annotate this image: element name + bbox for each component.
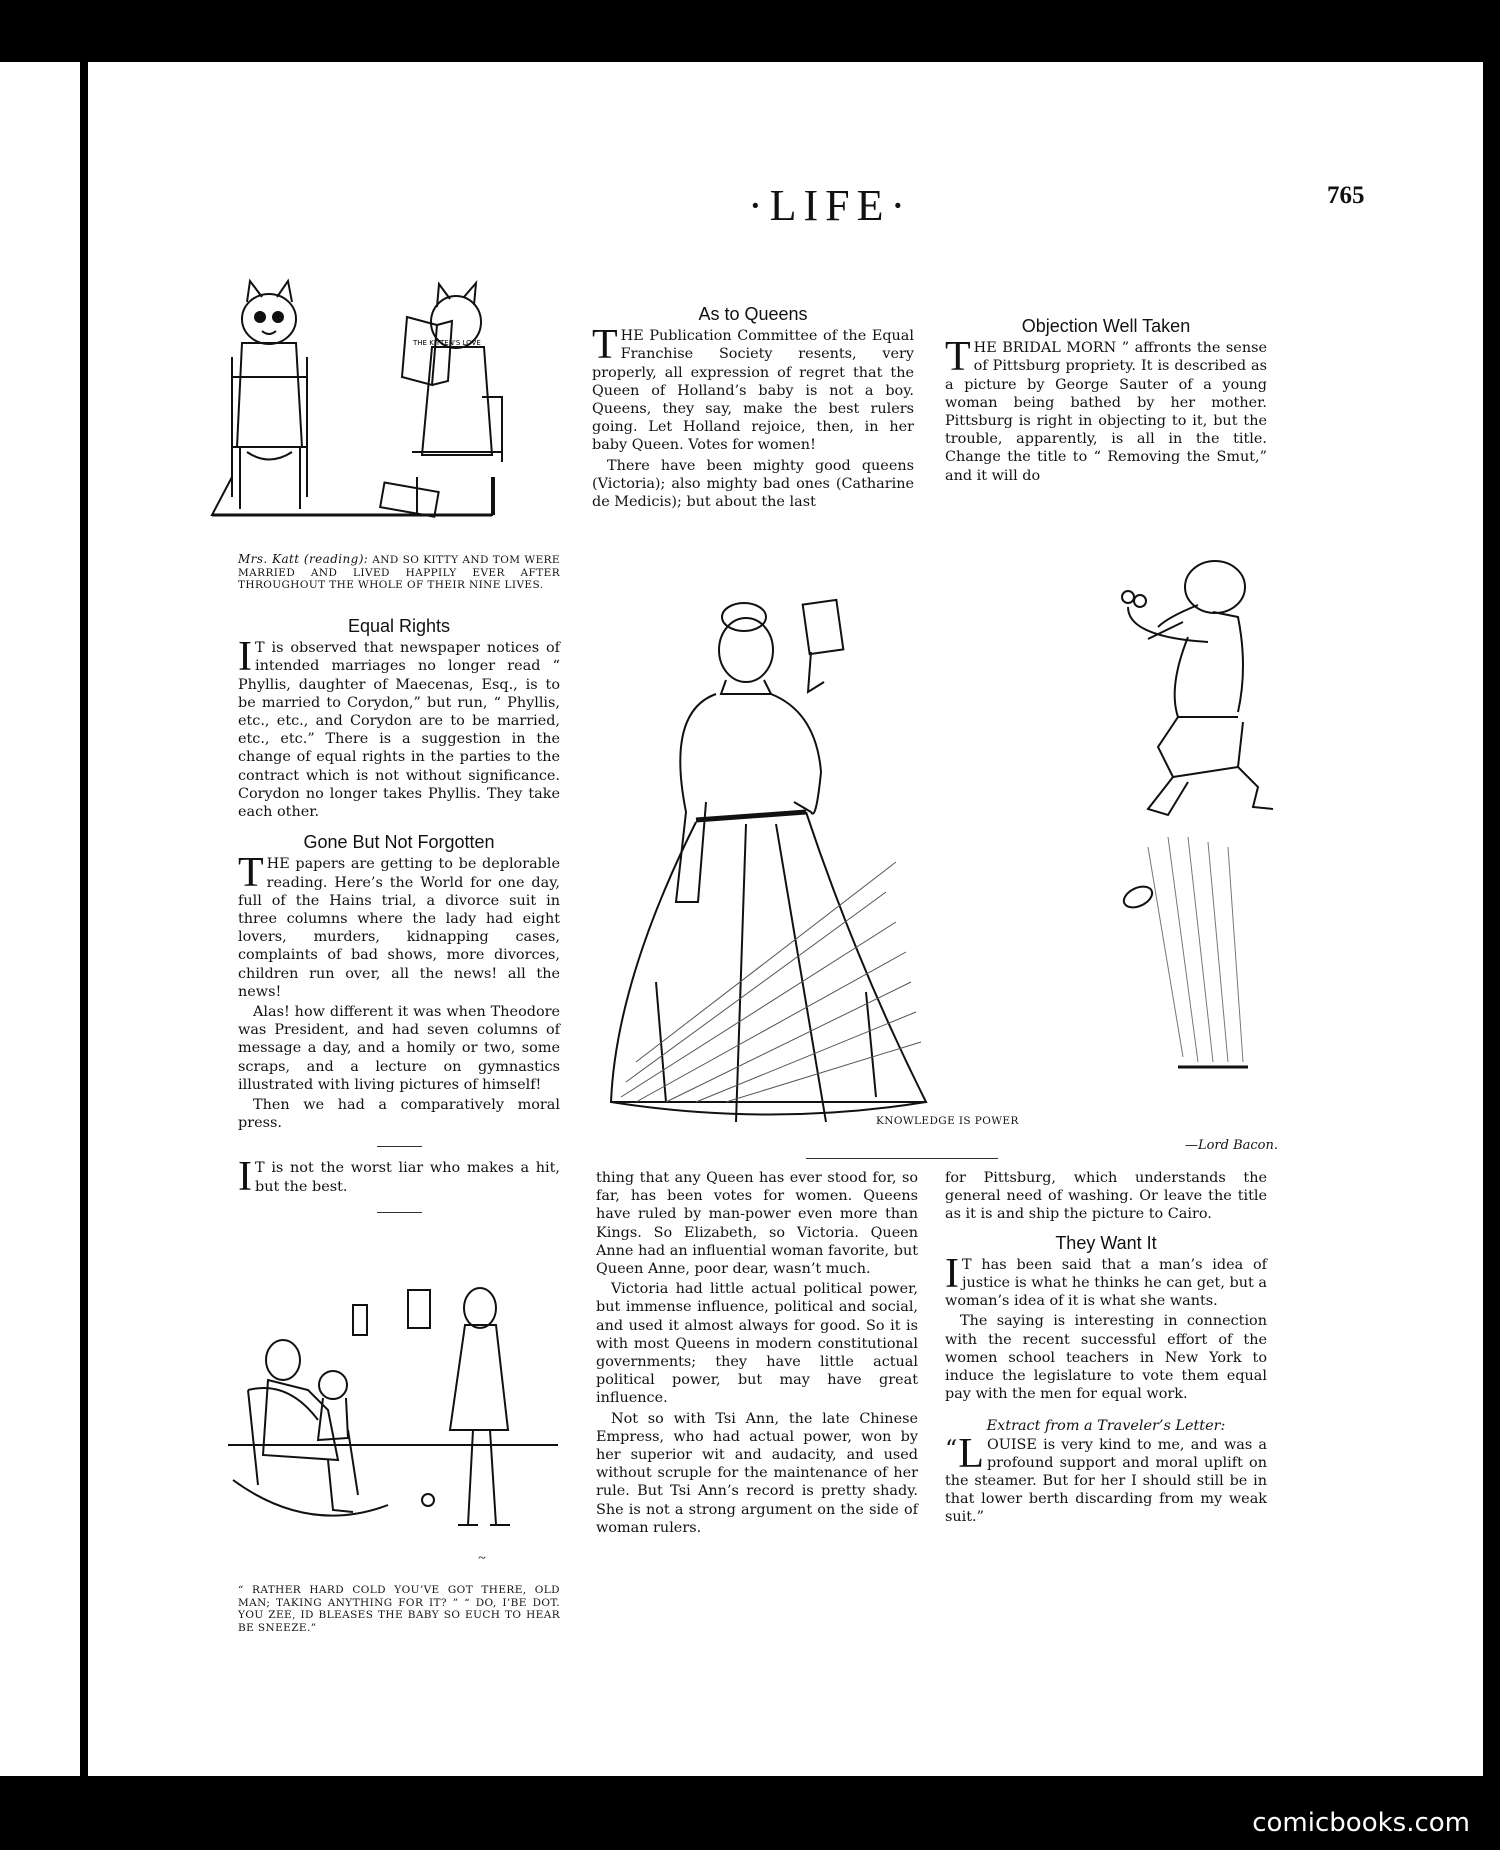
drop-cap: L [958, 1430, 984, 1477]
book-cover-text: THE KITTEN'S LOVE [413, 339, 481, 347]
objection-column-top [945, 317, 1267, 487]
baby-cartoon-illustration [228, 1280, 578, 1580]
extract-text: OUISE is very kind to me, and was a profound support and moral uplift on the steamer. But for her I should still be in that lower berth discarding from my weak suit.” [945, 1436, 1267, 1526]
woman-with-photo-illustration [596, 562, 956, 1147]
gone-text-3: Then we had a comparatively moral press. [238, 1097, 560, 1132]
queens-cont-3: Not so with Tsi Ann, the late Chinese Empress, who had actual power, won by her superior wit and audacity, and used without scruple for the maintenance of her rule. But Tsi Ann’s record is pretty shady. She is not a strong argument on the side of woman rulers. [596, 1410, 918, 1536]
open-quote: “ [945, 1434, 958, 1463]
masthead-title: ·LIFE· [748, 181, 913, 230]
queens-heading: As to Queens [698, 304, 808, 324]
extract-heading: Extract from a Traveler’s Letter: [986, 1418, 1226, 1435]
drop-cap: I [238, 634, 252, 681]
gone-text-2: Alas! how different it was when Theodore was President, and had seven columns of message a day, and a homily or two, some scraps, and a lecture on gymnastics illustrated with living pictures of himself! [238, 1004, 560, 1093]
big-cartoon-attribution: —Lord Bacon. [1184, 1138, 1278, 1153]
want-text-1: T has been said that a man’s idea of justice is what he thinks he can get, but a woman’s idea of it is what she wants. [945, 1256, 1267, 1310]
queens-text-2: There have been mighty good queens (Victoria); also mighty bad ones (Catharine de Medicis); but about the last [592, 457, 914, 511]
section-divider [377, 1146, 422, 1147]
gone-text-1: HE papers are getting to be deplorable reading. Here’s the World for one day, full of the Hains trial, a divorce suit in three columns where the lady had eight lovers, murders, kidnapping cases, complaints of bad shows, more divorces, children run over, all the news! all the news! [238, 856, 560, 1000]
page-number: 765 [1327, 182, 1365, 209]
gutter [80, 62, 88, 1776]
want-heading: They Want It [1055, 1232, 1157, 1253]
drop-cap: I [238, 1154, 252, 1201]
objection-heading: Objection Well Taken [1021, 316, 1191, 336]
liar-text: T is not the worst liar who makes a hit, but the best. [255, 1160, 560, 1195]
queens-column-top [592, 305, 914, 513]
queens-text-1: HE Publication Committee of the Equal Franchise Society resents, very properly, all expression of regret that the Queen of Holland’s baby is not a boy. Queens, they say, make the best rulers going. Let Holland rejoice, then, in her baby Queen. Votes for women! [592, 328, 914, 454]
equal-rights-heading: Equal Rights [347, 616, 451, 636]
drop-cap: I [945, 1250, 959, 1297]
section-divider [377, 1212, 422, 1213]
watermark-text: comicbooks.com [1252, 1808, 1470, 1838]
caption-text: AND SO KITTY AND TOM WERE MARRIED AND LIVED HAPPILY EVER AFTER THROUGHOUT THE WHOLE OF THEIR NINE LIVES. [238, 554, 561, 591]
svg-text:~: ~ [478, 1551, 486, 1566]
queens-column-bottom [596, 1169, 918, 1539]
gone-heading: Gone But Not Forgotten [303, 832, 495, 853]
cat-cartoon-illustration [192, 247, 602, 532]
equal-rights-text: T is observed that newspaper notices of intended marriages no longer read “ Phyllis, daughter of Maecenas, Esq., is to be married to Corydon,” but run, “ Phyllis, etc., etc., and Corydon are to be married, etc., etc.” There is a suggestion in the change of equal rights in the parties to the contract which is not without significance. Corydon no longer takes Phyllis. They take each other. [238, 640, 560, 821]
drop-cap: T [238, 850, 264, 897]
cat-cartoon-caption [238, 553, 560, 592]
drop-cap: T [945, 334, 971, 381]
column-rule [806, 1158, 998, 1159]
queens-cont-1: thing that any Queen has ever stood for, so far, has been votes for women. Queens have ruled by man-power even more than Kings. So Elizabeth, so Victoria. Queen Anne had an influential woman favorite, but Queen Anne, poor dear, wasn’t much. [596, 1170, 918, 1278]
caption-speaker: Mrs. Katt (reading): [238, 552, 369, 566]
drop-cap: T [592, 322, 618, 369]
right-column-bottom [945, 1169, 1267, 1529]
magazine-page [88, 62, 1483, 1776]
left-column [238, 617, 560, 1213]
queens-cont-2: Victoria had little actual political power, but immense influence, political and social, and used it almost always for good. So it is with most Queens in modern constitutional governments; they have little actual political power, but may have great influence. [596, 1281, 918, 1407]
baby-cartoon-caption: “ RATHER HARD COLD YOU’VE GOT THERE, OLD MAN; TAKING ANYTHING FOR IT? ” “ DO, I’BE DOT. YOU ZEE, ID BLEASES THE BABY SO EUCH TO HEAR BE SNEEZE.” [238, 1584, 560, 1634]
objection-text: HE BRIDAL MORN ” affronts the sense of Pittsburg propriety. It is described as a picture by George Sauter of a young woman being bathed by her mother. Pittsburg is right in objecting to it, but the trouble, apparently, is all in the title. Change the title to “ Removing the Smut,” and it will do [945, 340, 1267, 484]
want-text-2: The saying is interesting in connection with the recent successful effort of the women school teachers in New York to induce the legislature to vote them equal pay with the men for equal work. [945, 1313, 1267, 1403]
jumping-man-illustration [1088, 547, 1318, 1107]
facing-page-edge [0, 62, 80, 1776]
objection-cont: for Pittsburg, which understands the general need of washing. Or leave the title as it is and ship the picture to Cairo. [945, 1170, 1267, 1223]
big-cartoon-caption: KNOWLEDGE IS POWER [876, 1115, 1019, 1127]
